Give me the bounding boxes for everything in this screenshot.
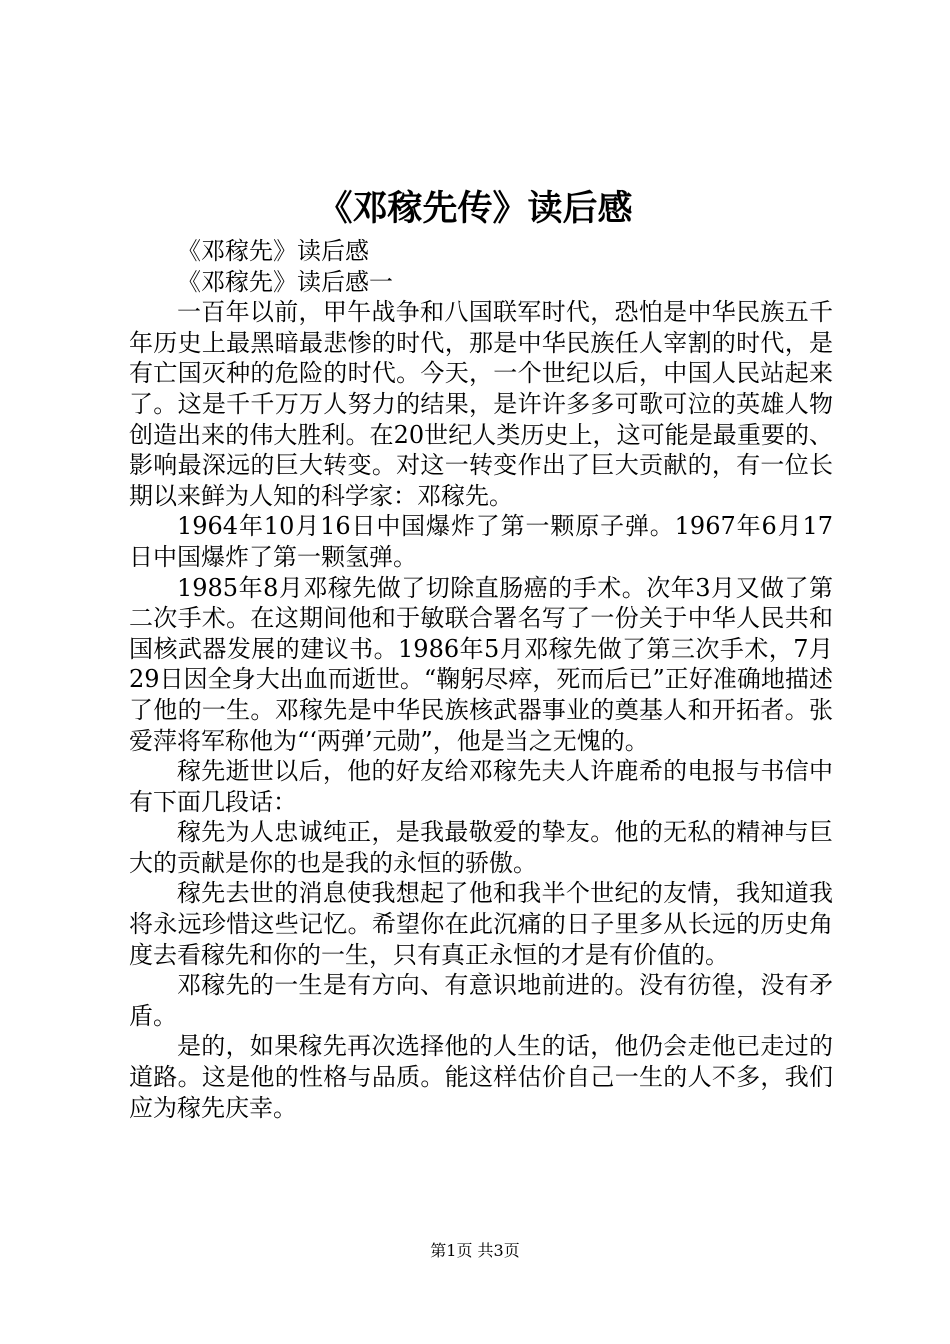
paragraph: 稼先去世的消息使我想起了他和我半个世纪的友情，我知道我将永远珍惜这些记忆。希望你在此沉痛的日子里多从长远的历史角度去看稼先和你的一生，只有真正永恒的才是有价值的。: [129, 879, 833, 969]
paragraph-subtitle-one: 《邓稼先》读后感一: [177, 267, 393, 296]
page-number-footer: 第1页 共3页: [430, 1241, 520, 1260]
paragraph: 邓稼先的一生是有方向、有意识地前进的。没有彷徨，没有矛盾。: [129, 971, 833, 1030]
paragraph-subtitle: 《邓稼先》读后感: [177, 237, 369, 265]
paragraph: 1985年8月邓稼先做了切除直肠癌的手术。次年3月又做了第二次手术。在这期间他和于敏联合署名写了一份关于中华人民共和国核武器发展的建议书。1986年5月邓稼先做了第三次手术，7月29日因全身大出血而逝世。“鞠躬尽瘁，死而后已”正好准确地描述了他的一生。邓稼先是中华民族核武器事业的奠基人和开拓者。张爱萍将军称他为“‘两弹’元勋”，他是当之无愧的。: [129, 573, 833, 755]
paragraph: 稼先为人忠诚纯正，是我最敬爱的挚友。他的无私的精神与巨大的贡献是你的也是我的永恒的骄傲。: [129, 818, 833, 877]
paragraph: 是的，如果稼先再次选择他的人生的话，他仍会走他已走过的道路。这是他的性格与品质。能这样估价自己一生的人不多，我们应为稼先庆幸。: [129, 1032, 833, 1122]
document-title: 《邓稼先传》读后感: [317, 188, 633, 229]
paragraph: 1964年10月16日中国爆炸了第一颗原子弹。1967年6月17日中国爆炸了第一颗氢弹。: [129, 512, 833, 571]
paragraph: 稼先逝世以后，他的好友给邓稼先夫人许鹿希的电报与书信中有下面几段话：: [129, 757, 833, 816]
document-body: [129, 236, 833, 1123]
paragraph: 一百年以前，甲午战争和八国联军时代，恐怕是中华民族五千年历史上最黑暗最悲惨的时代，那是中华民族任人宰割的时代，是有亡国灭种的危险的时代。今天，一个世纪以后，中国人民站起来了。这是千千万万人努力的结果，是许许多多可歌可泣的英雄人物创造出来的伟大胜利。在20世纪人类历史上，这可能是最重要的、影响最深远的巨大转变。对这一转变作出了巨大贡献的，有一位长期以来鲜为人知的科学家：邓稼先。: [129, 298, 833, 510]
